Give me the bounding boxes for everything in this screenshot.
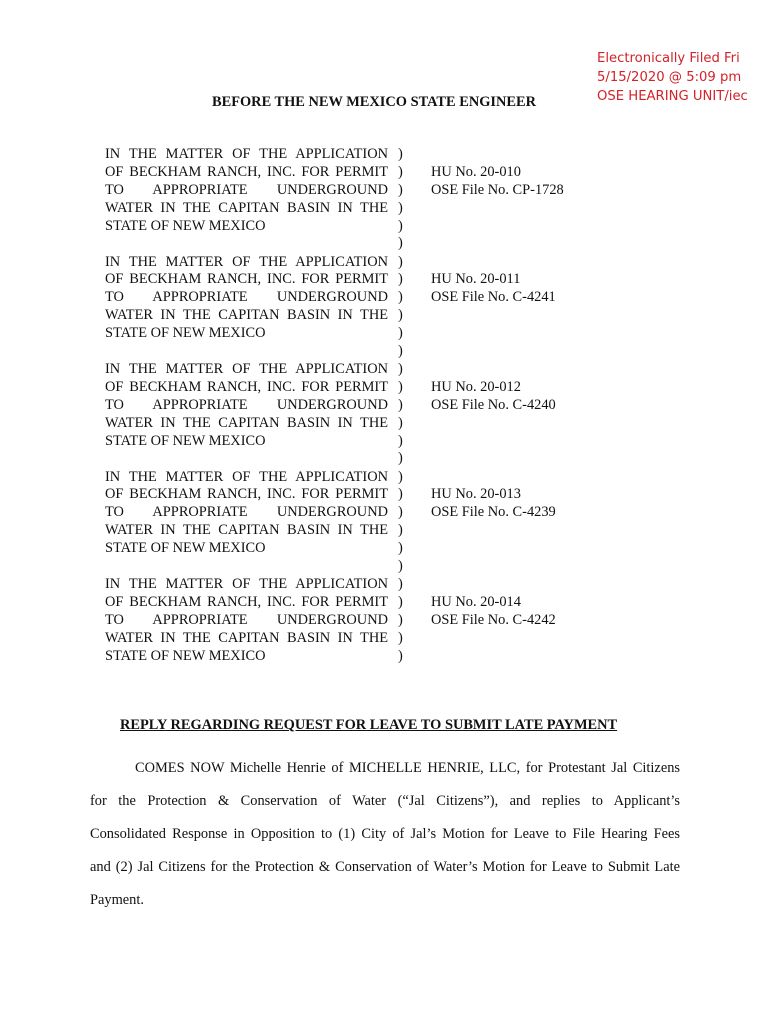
hu-number: HU No. 20-014 xyxy=(431,593,521,610)
case-numbers xyxy=(431,164,564,200)
ose-file-number: OSE File No. C-4241 xyxy=(431,289,556,306)
paren: ) xyxy=(398,432,403,449)
matter-line: OF BECKHAM RANCH, INC. FOR PERMIT xyxy=(105,163,388,180)
paren: ) xyxy=(398,629,403,646)
matter-line: TO APPROPRIATE UNDERGROUND xyxy=(105,504,388,521)
matter-line: STATE OF NEW MEXICO xyxy=(105,217,266,234)
paren: ) xyxy=(398,522,403,539)
matter-line: STATE OF NEW MEXICO xyxy=(105,540,266,557)
stamp-line: Electronically Filed Fri xyxy=(597,51,740,66)
paren-column xyxy=(398,361,408,468)
case-block xyxy=(105,254,585,362)
case-matter xyxy=(105,361,388,450)
paren: ) xyxy=(398,647,403,664)
matter-line: IN THE MATTER OF THE APPLICATION xyxy=(105,576,388,592)
case-matter xyxy=(105,576,388,665)
ose-file-number: OSE File No. C-4242 xyxy=(431,611,556,628)
paren-column xyxy=(398,254,408,361)
paren: ) xyxy=(398,181,403,198)
paren: ) xyxy=(398,378,403,395)
paren: ) xyxy=(398,307,403,324)
paren: ) xyxy=(398,611,403,628)
matter-line: OF BECKHAM RANCH, INC. FOR PERMIT xyxy=(105,486,388,503)
paren-column xyxy=(398,576,408,665)
stamp-line: 5/15/2020 @ 5:09 pm xyxy=(597,70,742,85)
matter-line: STATE OF NEW MEXICO xyxy=(105,325,266,342)
matter-line: WATER IN THE CAPITAN BASIN IN THE xyxy=(105,307,388,324)
paren: ) xyxy=(398,396,403,413)
matter-line: WATER IN THE CAPITAN BASIN IN THE xyxy=(105,629,388,646)
matter-line: IN THE MATTER OF THE APPLICATION xyxy=(105,361,388,377)
paren: ) xyxy=(398,486,403,503)
document-title: REPLY REGARDING REQUEST FOR LEAVE TO SUBMIT LATE PAYMENT xyxy=(120,717,618,733)
ose-file-number: OSE File No. C-4240 xyxy=(431,396,556,413)
ose-file-number: OSE File No. C-4239 xyxy=(431,504,556,521)
case-caption xyxy=(105,146,585,684)
matter-line: OF BECKHAM RANCH, INC. FOR PERMIT xyxy=(105,378,388,395)
case-block xyxy=(105,469,585,577)
paren: ) xyxy=(398,504,403,521)
matter-line: WATER IN THE CAPITAN BASIN IN THE xyxy=(105,199,388,216)
case-numbers xyxy=(431,594,556,630)
matter-line: OF BECKHAM RANCH, INC. FOR PERMIT xyxy=(105,593,388,610)
matter-line: TO APPROPRIATE UNDERGROUND xyxy=(105,181,388,198)
paren-column xyxy=(398,146,408,253)
matter-line: IN THE MATTER OF THE APPLICATION xyxy=(105,253,388,270)
matter-line: OF BECKHAM RANCH, INC. FOR PERMIT xyxy=(105,271,388,288)
body-line: COMES NOW Michelle Henrie of MICHELLE HENRIE, LLC, for Protestant Jal Citizens xyxy=(135,760,680,776)
hu-number: HU No. 20-010 xyxy=(431,163,521,180)
paren: ) xyxy=(398,450,403,467)
hu-number: HU No. 20-013 xyxy=(431,486,521,503)
matter-line: WATER IN THE CAPITAN BASIN IN THE xyxy=(105,522,388,539)
paren-column xyxy=(398,469,408,576)
paren: ) xyxy=(398,414,403,431)
case-numbers xyxy=(431,379,556,415)
paren: ) xyxy=(398,163,403,180)
paren: ) xyxy=(398,361,403,377)
paren: ) xyxy=(398,235,403,252)
body-line: and (2) Jal Citizens for the Protection & Conservation of Water’s Motion for Leave to Submit Late xyxy=(90,859,680,875)
matter-line: WATER IN THE CAPITAN BASIN IN THE xyxy=(105,414,388,431)
paren: ) xyxy=(398,325,403,342)
paren: ) xyxy=(398,271,403,288)
stamp-line: OSE HEARING UNIT/iec xyxy=(597,89,748,104)
matter-line: IN THE MATTER OF THE APPLICATION xyxy=(105,468,388,485)
paren: ) xyxy=(398,468,403,485)
ose-file-number: OSE File No. CP-1728 xyxy=(431,181,564,198)
paren: ) xyxy=(398,593,403,610)
case-matter xyxy=(105,469,388,558)
case-matter xyxy=(105,254,388,343)
paren: ) xyxy=(398,253,403,270)
case-block xyxy=(105,576,585,684)
matter-line: STATE OF NEW MEXICO xyxy=(105,432,266,449)
case-matter xyxy=(105,146,388,235)
body-line: for the Protection & Conservation of Water (“Jal Citizens”), and replies to Applicant’s xyxy=(90,793,680,809)
paren: ) xyxy=(398,557,403,574)
case-numbers xyxy=(431,271,556,307)
matter-line: STATE OF NEW MEXICO xyxy=(105,647,266,664)
paren: ) xyxy=(398,289,403,306)
paren: ) xyxy=(398,217,403,234)
paren: ) xyxy=(398,576,403,592)
case-block xyxy=(105,146,585,254)
matter-line: IN THE MATTER OF THE APPLICATION xyxy=(105,146,388,162)
body-line: Consolidated Response in Opposition to (1) City of Jal’s Motion for Leave to File Hearing Fees xyxy=(90,826,680,842)
paren: ) xyxy=(398,146,403,162)
case-block xyxy=(105,361,585,469)
hu-number: HU No. 20-011 xyxy=(431,271,521,288)
matter-line: TO APPROPRIATE UNDERGROUND xyxy=(105,289,388,306)
body-line: Payment. xyxy=(90,892,144,908)
matter-line: TO APPROPRIATE UNDERGROUND xyxy=(105,611,388,628)
matter-line: TO APPROPRIATE UNDERGROUND xyxy=(105,396,388,413)
paren: ) xyxy=(398,342,403,359)
paren: ) xyxy=(398,540,403,557)
case-numbers xyxy=(431,486,556,522)
court-heading: BEFORE THE NEW MEXICO STATE ENGINEER xyxy=(212,94,536,110)
electronic-filing-stamp xyxy=(597,49,748,106)
body-paragraph xyxy=(90,752,680,917)
hu-number: HU No. 20-012 xyxy=(431,378,521,395)
paren: ) xyxy=(398,199,403,216)
